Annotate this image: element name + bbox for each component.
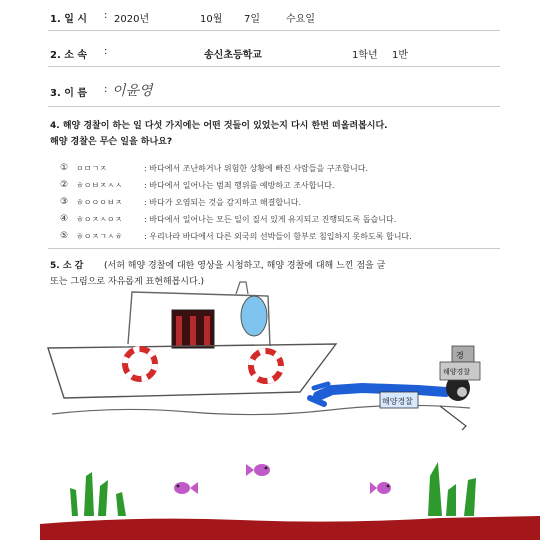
q4-prompt-line2: 해양 경찰은 무슨 일을 하나요?	[50, 137, 173, 147]
date-weekday: 수요일	[286, 14, 315, 25]
q4-item-answer: ㅎㅇㅈㄱㅅㅎ	[76, 232, 123, 241]
q4-item-description: : 우리나라 바다에서 다른 외국의 선박들이 함부로 침입하지 못하도록 합니다.	[144, 232, 412, 241]
crayon-drawing	[0, 280, 540, 540]
school-class: 1반	[392, 50, 409, 61]
name-label: 3. 이 름	[50, 88, 88, 99]
diver-arm	[440, 406, 466, 430]
fish	[246, 464, 270, 476]
fish	[174, 482, 198, 494]
q4-item-answer: ㅎㅇㅇㅇㅂㅈ	[76, 198, 123, 207]
divider	[48, 66, 500, 67]
q4-item-number: ①	[60, 163, 69, 173]
seaweed	[464, 478, 476, 516]
date-day: 7일	[244, 14, 261, 25]
q4-item-number: ③	[60, 197, 69, 207]
ship-mast	[236, 282, 248, 294]
ship-hull	[48, 344, 336, 398]
date-year: 2020년	[114, 14, 150, 25]
ship-door-stripe	[204, 316, 210, 346]
ship-window	[241, 296, 267, 336]
divider	[48, 106, 500, 107]
school-name: 송신초등학교	[204, 50, 262, 61]
school-separator: :	[104, 46, 108, 57]
date-month: 10월	[200, 14, 223, 25]
q4-item-answer: ㅎㅇㅈㅅㅇㅈ	[76, 215, 123, 224]
seaweed	[70, 472, 126, 516]
diver-vest-label: 해양경찰	[382, 397, 413, 406]
divider	[48, 248, 500, 249]
school-grade: 1학년	[352, 50, 378, 61]
school-label: 2. 소 속	[50, 50, 88, 61]
diver-goggle	[457, 387, 467, 397]
q4-item-description: : 바다에서 조난하거나 위험한 상황에 빠진 사람들을 구조합니다.	[144, 164, 368, 173]
police-sign-text: 경	[456, 351, 464, 360]
q4-item-number: ⑤	[60, 231, 69, 241]
q4-item-answer: ㅎㅇㅂㅈㅅㅅ	[76, 181, 123, 190]
q4-item-description: : 바다에서 일어나는 모든 일이 질서 있게 유지되고 진행되도록 돕습니다.	[144, 215, 397, 224]
q4-prompt-line1: 4. 해양 경찰이 하는 일 다섯 가지에는 어떤 것들이 있었는지 다시 한번 떠올려봅시다.	[50, 121, 388, 131]
q5-label: 5. 소 감	[50, 261, 84, 271]
seaweed	[428, 462, 456, 516]
divider	[48, 30, 500, 31]
name-handwritten: 이윤영	[112, 83, 153, 99]
q5-prompt-line1: (서허 해양 경찰에 대한 영상을 시청하고, 해양 경찰에 대해 느낀 점을 글	[104, 261, 386, 271]
q4-item-number: ④	[60, 214, 69, 224]
date-label: 1. 일 시	[50, 14, 88, 25]
police-sign-text: 해양경찰	[443, 368, 471, 376]
name-separator: :	[104, 84, 108, 95]
q4-item-number: ②	[60, 180, 69, 190]
q4-item-description: : 바다에서 일어나는 범죄 행위를 예방하고 조사합니다.	[144, 181, 335, 190]
fish	[370, 482, 391, 494]
ship-door-stripe	[190, 316, 196, 346]
q4-item-description: : 바다가 오염되는 것을 감지하고 해결합니다.	[144, 198, 302, 207]
q4-item-answer: ㅇㅁㄱㅈ	[76, 164, 107, 173]
seabed	[40, 516, 540, 540]
q5-prompt-line2: 또는 그림으로 자유롭게 표현해봅시다.)	[50, 277, 205, 287]
ship-door-stripe	[176, 316, 182, 346]
date-separator: :	[104, 10, 108, 21]
